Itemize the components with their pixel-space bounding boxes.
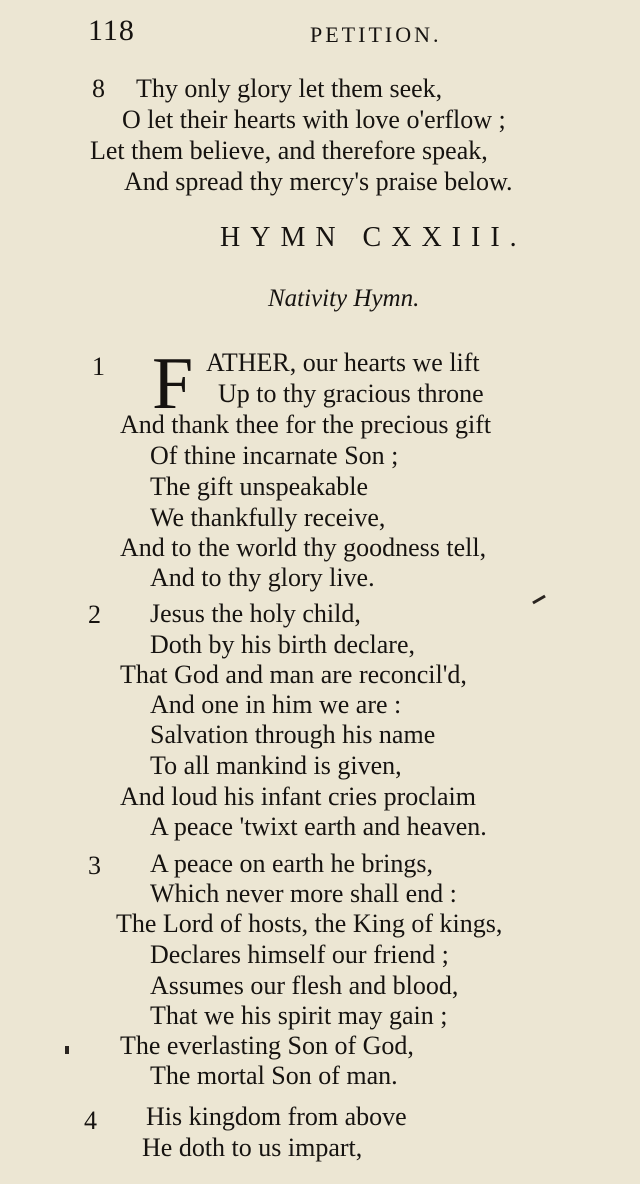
verse-line: O let their hearts with love o'erflow ; (122, 105, 506, 134)
verse-line: And loud his infant cries proclaim (120, 782, 476, 811)
page-header (88, 14, 488, 54)
verse-line: Of thine incarnate Son ; (150, 441, 399, 470)
verse-line: He doth to us impart, (142, 1133, 363, 1162)
verse-line: To all mankind is given, (150, 751, 402, 780)
verse-line: Up to thy gracious throne (218, 379, 484, 408)
verse-line: The mortal Son of man. (150, 1061, 398, 1090)
verse-line: And to the world thy goodness tell, (120, 533, 487, 562)
ink-speck (532, 595, 546, 605)
stanza-number: 8 (92, 74, 105, 103)
verse-line: Jesus the holy child, (150, 599, 361, 628)
verse-line: ATHER, our hearts we lift (206, 348, 480, 377)
verse-line: A peace 'twixt earth and heaven. (150, 812, 487, 841)
verse-line: And thank thee for the precious gift (120, 410, 492, 439)
drop-cap: F (152, 343, 194, 425)
verse-line: Which never more shall end : (150, 879, 457, 908)
verse-line: His kingdom from above (146, 1102, 407, 1131)
verse-line: And to thy glory live. (150, 563, 375, 592)
verse-line: The Lord of hosts, the King of kings, (116, 909, 503, 938)
verse-line: The gift unspeakable (150, 472, 369, 501)
verse-line: Doth by his birth declare, (150, 630, 415, 659)
running-head: PETITION. (310, 22, 442, 47)
page-number: 118 (88, 14, 135, 47)
hymn-title: HYMN CXXIII. (220, 222, 527, 253)
verse-line: That God and man are reconcil'd, (120, 660, 467, 689)
verse-line: That we his spirit may gain ; (150, 1001, 448, 1030)
stanza-number: 2 (88, 600, 101, 629)
verse-line: The everlasting Son of God, (120, 1031, 414, 1060)
stanza-number: 3 (88, 851, 101, 880)
verse-line: Assumes our flesh and blood, (150, 971, 459, 1000)
verse-line: Declares himself our friend ; (150, 940, 449, 969)
ink-speck (65, 1046, 69, 1054)
verse-line: Thy only glory let them seek, (136, 74, 443, 103)
verse-line: And one in him we are : (150, 690, 402, 719)
verse-line: Let them believe, and therefore speak, (90, 136, 488, 165)
verse-line: We thankfully receive, (150, 503, 386, 532)
verse-line: And spread thy mercy's praise below. (124, 167, 513, 196)
verse-line: Salvation through his name (150, 720, 436, 749)
verse-line: A peace on earth he brings, (150, 849, 434, 878)
hymn-subtitle: Nativity Hymn. (268, 285, 420, 312)
stanza-number: 4 (84, 1106, 97, 1135)
stanza-number: 1 (92, 352, 105, 381)
